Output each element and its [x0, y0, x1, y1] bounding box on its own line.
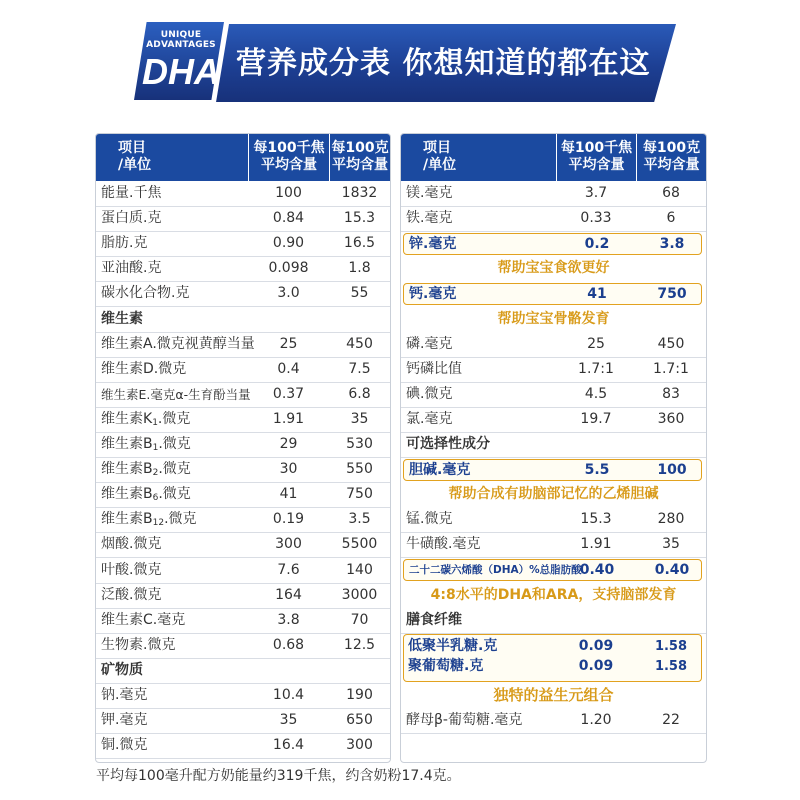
- value-per-100kj: 15.3: [580, 511, 612, 528]
- value-per-100kj: 19.7: [580, 410, 612, 427]
- row-label: 叶酸.微克: [101, 561, 162, 578]
- row-label-text: 维生素B: [101, 486, 153, 503]
- row-label-subscript: 12: [152, 518, 165, 529]
- row-label: 铁.毫克: [406, 210, 453, 227]
- table-row: [96, 558, 390, 584]
- table-row: [96, 256, 390, 282]
- col-per-g-header: 每100克 平均含量: [636, 134, 706, 181]
- value-per-100kj: 0.90: [272, 235, 305, 252]
- highlight-caption: 帮助合成有助脑部记忆的乙烯胆碱: [448, 486, 659, 503]
- value-per-100kj: 35: [279, 712, 298, 729]
- value-per-100kj: 0.68: [272, 636, 305, 653]
- row-label: 锰.微克: [406, 511, 453, 528]
- row-label: 碘.微克: [406, 385, 453, 402]
- row-label: 锌.毫克: [409, 235, 457, 252]
- value-per-100kj: 1.91: [580, 536, 612, 553]
- value-per-100kj: 0.37: [272, 385, 305, 402]
- col-per-kj-header: 每100千焦 平均含量: [248, 134, 329, 181]
- table-row: [96, 532, 390, 558]
- row-label: 钾.毫克: [101, 712, 148, 729]
- value-per-100g: 450: [657, 335, 685, 352]
- value-per-100g: 35: [350, 410, 369, 427]
- value-per-100kj: 0.09: [578, 637, 614, 654]
- row-label: 钙.毫克: [409, 285, 457, 302]
- table-row: [401, 654, 706, 679]
- row-label-text: 维生素B: [101, 436, 153, 452]
- table-row: [96, 357, 390, 383]
- row-label: 维生素A.微克视黄醇当量: [101, 335, 255, 352]
- row-label: 磷.毫克: [406, 335, 453, 352]
- table-row: [96, 683, 390, 709]
- value-per-100g: 550: [346, 461, 373, 478]
- value-per-100g: 190: [346, 687, 373, 703]
- value-per-100g: 450: [346, 335, 373, 352]
- value-per-100g: 55: [350, 285, 369, 302]
- value-per-100g: 3.8: [659, 235, 685, 252]
- table-row: [96, 708, 390, 734]
- nutrition-table-right: [400, 133, 707, 763]
- row-label-unit: .微克: [158, 486, 191, 503]
- section-heading: 维生素: [101, 310, 143, 327]
- table-header: [96, 134, 390, 181]
- value-per-100g: 6: [666, 210, 676, 227]
- value-per-100g: 7.5: [348, 360, 371, 377]
- table-row: [96, 482, 390, 508]
- row-label-unit: .微克: [158, 461, 191, 478]
- value-per-100g: 140: [346, 561, 373, 578]
- table-row: [96, 507, 390, 533]
- page-title: 营养成分表 你想知道的都在这: [236, 46, 651, 81]
- col-per-kj-header: 每100千焦 平均含量: [556, 134, 636, 181]
- table-row: [401, 407, 706, 433]
- highlight-caption: 独特的益生元组合: [493, 686, 614, 704]
- value-per-100kj: 0.2: [584, 235, 610, 252]
- table-row: [96, 332, 390, 358]
- row-label: 镁.毫克: [406, 185, 453, 201]
- value-per-100g: 360: [657, 410, 685, 427]
- row-label: 胆碱.毫克: [409, 461, 471, 478]
- value-per-100kj: 29: [279, 436, 298, 452]
- value-per-100kj: 3.8: [277, 611, 300, 628]
- row-label: 生物素.微克: [101, 636, 176, 653]
- value-per-100kj: 0.40: [579, 562, 615, 578]
- value-per-100g: 1832: [341, 185, 378, 201]
- highlight-row: [403, 559, 702, 581]
- table-header: [401, 134, 706, 181]
- value-per-100kj: 1.20: [580, 712, 612, 729]
- row-label: 钙磷比值: [406, 360, 462, 377]
- section-heading: 膳食纤维: [406, 611, 462, 628]
- row-label-subscript: 2: [152, 468, 159, 479]
- badge-dha-text: DHA: [142, 51, 220, 92]
- table-row: [96, 658, 390, 684]
- value-per-100g: 70: [350, 611, 369, 628]
- value-per-100kj: 30: [279, 461, 298, 478]
- row-label: 氯.毫克: [406, 410, 453, 427]
- table-row: [96, 733, 390, 759]
- table-row: [401, 432, 706, 458]
- row-label-unit: .微克: [158, 436, 191, 452]
- row-label-subscript: 6: [152, 493, 159, 504]
- table-row: [401, 382, 706, 408]
- section-heading: 可选择性成分: [406, 436, 490, 452]
- value-per-100kj: 25: [587, 335, 605, 352]
- section-heading: 矿物质: [101, 661, 143, 678]
- value-per-100kj: 300: [275, 536, 302, 553]
- value-per-100kj: 3.7: [584, 185, 608, 201]
- value-per-100g: 1.58: [654, 638, 688, 654]
- nutrition-table-left: [95, 133, 391, 763]
- value-per-100kj: 4.5: [584, 385, 608, 402]
- row-label: 碳水化合物.克: [101, 285, 190, 302]
- table-row: [96, 382, 390, 408]
- row-label-text: 维生素K: [101, 410, 153, 427]
- highlight-caption: 4:8水平的DHA和ARA，支持脑部发育: [430, 586, 677, 603]
- value-per-100g: 83: [662, 385, 680, 402]
- table-row: [96, 633, 390, 659]
- value-per-100g: 5500: [341, 536, 378, 553]
- row-label-unit: .微克: [157, 410, 191, 427]
- value-per-100g: 1.58: [654, 658, 688, 674]
- table-row: [96, 281, 390, 307]
- value-per-100g: 1.8: [348, 260, 371, 277]
- table-row: [96, 307, 390, 333]
- row-label: 烟酸.微克: [101, 536, 162, 553]
- value-per-100g: 3.5: [348, 511, 371, 528]
- row-label: 亚油酸.克: [101, 260, 162, 277]
- table-row: [401, 332, 706, 358]
- value-per-100g: 280: [657, 511, 685, 528]
- value-per-100g: 750: [346, 486, 373, 503]
- row-label: 钠.毫克: [101, 687, 148, 703]
- row-label: 低聚半乳糖.克: [408, 637, 498, 654]
- value-per-100g: 0.40: [654, 562, 690, 578]
- row-label: 二十二碳六烯酸（DHA）%总脂肪酸: [409, 564, 582, 576]
- row-label: 聚葡萄糖.克: [408, 657, 484, 674]
- table-row: [96, 583, 390, 609]
- value-per-100g: 35: [662, 536, 680, 553]
- value-per-100kj: 0.098: [268, 260, 309, 277]
- value-per-100kj: 10.4: [272, 687, 305, 703]
- row-label-subscript: 1: [152, 417, 158, 428]
- value-per-100kj: 25: [279, 335, 298, 352]
- table-row: [96, 608, 390, 634]
- value-per-100kj: 100: [275, 185, 302, 201]
- value-per-100g: 100: [657, 461, 687, 478]
- row-label: 脂肪.克: [101, 235, 148, 252]
- value-per-100g: 15.3: [343, 210, 376, 227]
- row-label-subscript: 1: [152, 443, 159, 453]
- value-per-100kj: 41: [587, 285, 607, 302]
- value-per-100kj: 0.84: [272, 210, 305, 227]
- table-row: [401, 507, 706, 533]
- value-per-100kj: 1.91: [272, 410, 305, 427]
- value-per-100kj: 1.7:1: [578, 360, 614, 377]
- value-per-100kj: 41: [279, 486, 298, 503]
- row-label-unit: .微克: [164, 511, 197, 528]
- value-per-100g: 22: [662, 712, 680, 729]
- value-per-100kj: 5.5: [584, 461, 610, 478]
- row-label: 维生素E.毫克α-生育酚当量: [101, 386, 251, 402]
- value-per-100g: 1.7:1: [653, 360, 689, 377]
- value-per-100kj: 0.19: [272, 511, 305, 528]
- table-row: [401, 181, 706, 207]
- row-label: 牛磺酸.毫克: [406, 536, 481, 553]
- value-per-100kj: 164: [275, 586, 302, 603]
- value-per-100g: 12.5: [343, 636, 376, 653]
- value-per-100kj: 16.4: [272, 737, 305, 754]
- table-row: [401, 708, 706, 734]
- row-label: 维生素C.毫克: [101, 611, 186, 628]
- row-label-text: 维生素B: [101, 511, 153, 528]
- row-label: 酵母β-葡萄糖.毫克: [406, 712, 523, 729]
- value-per-100g: 530: [346, 436, 373, 452]
- row-label: 蛋白质.克: [101, 210, 162, 227]
- highlight-caption: 帮助宝宝骨骼发育: [497, 310, 610, 327]
- highlight-row: [403, 233, 702, 255]
- table-row: [401, 357, 706, 383]
- col-per-g-header: 每100克 平均含量: [329, 134, 390, 181]
- value-per-100g: 3000: [341, 586, 378, 603]
- row-label: 维生素D.微克: [101, 360, 187, 377]
- table-row: [96, 181, 390, 207]
- value-per-100g: 68: [662, 185, 680, 201]
- value-per-100kj: 7.6: [277, 561, 300, 578]
- table-row: [96, 432, 390, 458]
- table-row: [96, 457, 390, 483]
- row-label: 泛酸.微克: [101, 586, 162, 603]
- value-per-100g: 650: [346, 712, 373, 729]
- table-row: [401, 608, 706, 634]
- value-per-100g: 300: [346, 737, 373, 754]
- col-item-header: 项目 /单位: [423, 140, 457, 173]
- badge-caption: UNIQUE ADVANTAGES: [146, 30, 216, 50]
- row-label-text: 维生素B: [101, 461, 153, 478]
- col-item-header: 项目 /单位: [118, 140, 152, 173]
- value-per-100g: 16.5: [343, 235, 376, 252]
- value-per-100g: 6.8: [348, 385, 371, 402]
- highlight-row: [403, 459, 702, 481]
- value-per-100kj: 0.4: [277, 360, 300, 377]
- highlight-caption: 帮助宝宝食欲更好: [497, 260, 610, 277]
- table-row: [96, 231, 390, 257]
- value-per-100g: 750: [657, 285, 687, 302]
- row-label: 能量.千焦: [101, 185, 162, 201]
- value-per-100kj: 0.09: [578, 657, 614, 674]
- table-row: [96, 206, 390, 232]
- value-per-100kj: 3.0: [277, 285, 300, 302]
- value-per-100kj: 0.33: [580, 210, 612, 227]
- table-row: [401, 206, 706, 232]
- row-label: 铜.微克: [101, 737, 148, 754]
- footnote: 平均每100毫升配方奶能量约319千焦，约含奶粉17.4克。: [96, 768, 461, 784]
- table-row: [401, 532, 706, 558]
- table-row: [96, 407, 390, 433]
- highlight-row: [403, 283, 702, 305]
